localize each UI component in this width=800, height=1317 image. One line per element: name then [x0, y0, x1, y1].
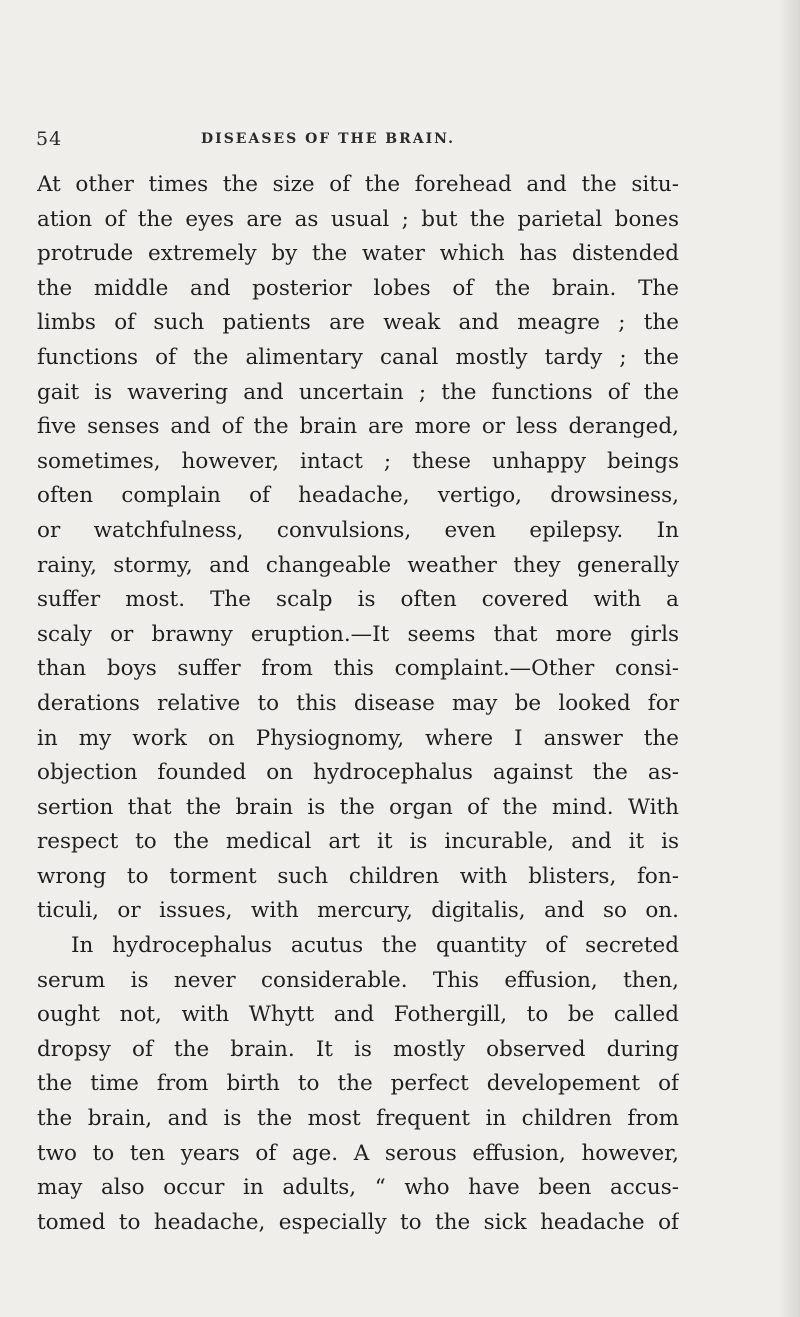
text-line: dropsy of the brain. It is mostly observed during [37, 1036, 679, 1062]
text-line: may also occur in adults, “ who have been accus- [37, 1175, 679, 1201]
text-line: suffer most. The scalp is often covered with a [37, 587, 679, 613]
text-line: limbs of such patients are weak and meagre ; the [37, 310, 679, 336]
text-line: protrude extremely by the water which has distended [37, 241, 679, 267]
text-line: serum is never considerable. This effusion, then, [37, 967, 679, 993]
text-line: in my work on Physiognomy, where I answer the [37, 725, 679, 751]
text-line: ation of the eyes are as usual ; but the parietal bones [37, 206, 679, 232]
text-line: ticuli, or issues, with mercury, digitalis, and so on. [37, 898, 679, 924]
text-line: or watchfulness, convulsions, even epilepsy. In [37, 517, 679, 543]
text-line: functions of the alimentary canal mostly tardy ; the [37, 344, 679, 370]
running-head [36, 128, 676, 158]
text-line: the time from birth to the perfect developement of [37, 1071, 679, 1097]
paragraph-1 [37, 168, 679, 929]
text-line: In hydrocephalus acutus the quantity of secreted [71, 933, 679, 959]
text-line: the brain, and is the most frequent in children from [37, 1106, 679, 1132]
text-line: rainy, stormy, and changeable weather they generally [37, 552, 679, 578]
text-line: wrong to torment such children with blisters, fon- [37, 863, 679, 889]
paragraph-2 [37, 929, 679, 1240]
text-line: two to ten years of age. A serous effusion, however, [37, 1140, 679, 1166]
text-line: five senses and of the brain are more or less deranged, [37, 414, 679, 440]
text-line: respect to the medical art it is incurable, and it is [37, 829, 679, 855]
text-line: than boys suffer from this complaint.—Other consi- [37, 656, 679, 682]
body-text [37, 168, 679, 1240]
text-line: the middle and posterior lobes of the brain. The [37, 275, 679, 301]
text-line: gait is wavering and uncertain ; the functions of the [37, 379, 679, 405]
text-line: derations relative to this disease may be looked for [37, 690, 679, 716]
text-line: sertion that the brain is the organ of the mind. With [37, 794, 679, 820]
text-line: often complain of headache, vertigo, drowsiness, [37, 483, 679, 509]
text-line: ought not, with Whytt and Fothergill, to be called [37, 1002, 679, 1028]
page-number: 54 [36, 128, 63, 150]
text-line: At other times the size of the forehead and the situ- [37, 172, 679, 197]
text-line: scaly or brawny eruption.—It seems that more girls [37, 621, 679, 647]
text-line: objection founded on hydrocephalus against the as- [37, 760, 679, 786]
text-line: tomed to headache, especially to the sick headache of [37, 1209, 679, 1235]
text-line: sometimes, however, intact ; these unhappy beings [37, 448, 679, 474]
running-head-title: DISEASES OF THE BRAIN. [201, 131, 455, 147]
